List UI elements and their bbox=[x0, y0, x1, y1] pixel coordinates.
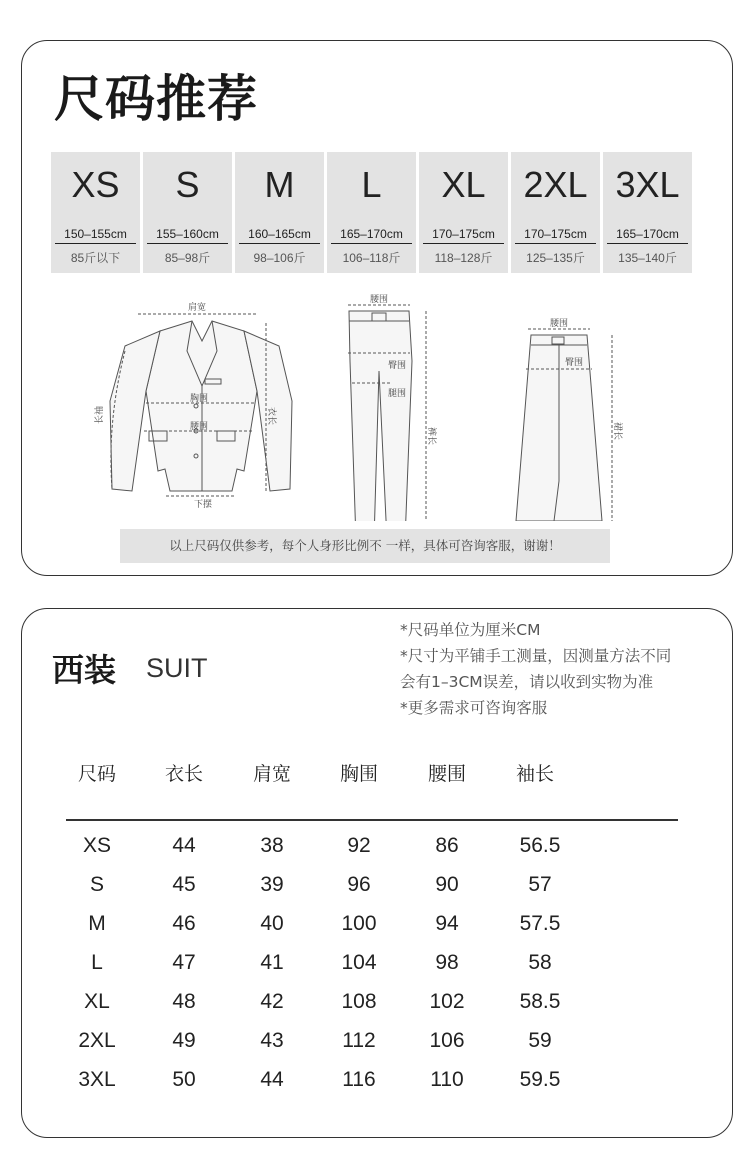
cell-shoulder: 41 bbox=[260, 951, 284, 974]
cell-waist: 86 bbox=[435, 834, 459, 857]
cell-sleeve: 58 bbox=[528, 951, 552, 974]
jacket-chest-label: 胸围 bbox=[190, 394, 209, 404]
size-label: 2XL bbox=[523, 164, 588, 205]
cell-size: M bbox=[88, 912, 106, 935]
size-label: 3XL bbox=[615, 164, 680, 205]
table-row bbox=[22, 951, 734, 989]
size-height: 170–175cm bbox=[423, 227, 504, 244]
jacket-shoulder-label: 肩宽 bbox=[188, 303, 207, 313]
cell-shoulder: 44 bbox=[260, 1068, 284, 1091]
jacket-waist-label: 腰围 bbox=[190, 422, 209, 432]
header-sleeve: 袖长 bbox=[515, 763, 554, 785]
cell-waist: 90 bbox=[435, 873, 459, 896]
cell-length: 49 bbox=[172, 1029, 196, 1052]
size-chips bbox=[51, 152, 692, 273]
cell-chest: 104 bbox=[341, 951, 377, 974]
suit-title: 西装 bbox=[52, 651, 117, 689]
cell-length: 44 bbox=[172, 834, 196, 857]
table-row bbox=[22, 1029, 734, 1067]
skirt-waist-label: 腰围 bbox=[550, 319, 569, 329]
size-height: 155–160cm bbox=[147, 227, 228, 244]
skirt-hip-label: 臀围 bbox=[565, 358, 584, 368]
jacket-sleeve-label: 长袖 bbox=[95, 405, 105, 424]
table-row bbox=[22, 1068, 734, 1106]
cell-chest: 100 bbox=[341, 912, 377, 935]
cell-chest: 96 bbox=[347, 873, 371, 896]
jacket-hem-label: 下摆 bbox=[194, 500, 213, 510]
suit-size-card bbox=[21, 608, 733, 1138]
cell-chest: 112 bbox=[342, 1029, 376, 1052]
size-chip-xl bbox=[419, 152, 508, 273]
size-label: XL bbox=[441, 164, 486, 205]
size-chip-l bbox=[327, 152, 416, 273]
size-weight: 98–106斤 bbox=[253, 251, 306, 265]
size-weight: 135–140斤 bbox=[618, 251, 677, 265]
cell-shoulder: 39 bbox=[260, 873, 284, 896]
cell-length: 47 bbox=[172, 951, 196, 974]
table-divider bbox=[66, 819, 678, 821]
size-disclaimer-note: 以上尺码仅供参考，每个人身形比例不 一样，具体可咨询客服，谢谢！ bbox=[120, 529, 610, 563]
pants-waist-label: 腰围 bbox=[370, 295, 389, 305]
cell-size: L bbox=[91, 951, 103, 974]
size-weight: 85斤以下 bbox=[70, 251, 121, 265]
cell-waist: 102 bbox=[429, 990, 465, 1013]
pants-length-label: 裤长 bbox=[426, 427, 436, 446]
cell-waist: 94 bbox=[435, 912, 459, 935]
note-line: *更多需求可咨询客服 bbox=[400, 699, 548, 717]
cell-waist: 98 bbox=[435, 951, 459, 974]
cell-shoulder: 42 bbox=[260, 990, 284, 1013]
cell-length: 48 bbox=[172, 990, 196, 1013]
cell-size: 2XL bbox=[78, 1029, 116, 1052]
size-label: XS bbox=[71, 164, 120, 205]
size-weight: 85–98斤 bbox=[164, 251, 211, 265]
table-row bbox=[22, 990, 734, 1028]
size-weight: 106–118斤 bbox=[342, 251, 401, 265]
cell-sleeve: 56.5 bbox=[519, 834, 561, 857]
cell-length: 46 bbox=[172, 912, 196, 935]
size-chip-3xl bbox=[603, 152, 692, 273]
table-row bbox=[22, 912, 734, 950]
size-label: S bbox=[175, 164, 200, 205]
cell-sleeve: 57.5 bbox=[519, 912, 561, 935]
measurement-notes bbox=[400, 617, 671, 721]
suit-subtitle: SUIT bbox=[146, 653, 208, 683]
cell-size: XS bbox=[82, 834, 111, 857]
table-header bbox=[22, 759, 734, 789]
size-height: 150–155cm bbox=[55, 227, 136, 244]
cell-shoulder: 43 bbox=[260, 1029, 284, 1052]
skirt-diagram bbox=[516, 329, 612, 521]
cell-waist: 106 bbox=[429, 1029, 465, 1052]
note-line: *尺寸为平铺手工测量，因测量方法不同 bbox=[400, 647, 672, 665]
pants-thigh-label: 腿围 bbox=[388, 389, 407, 399]
cell-size: XL bbox=[84, 990, 110, 1013]
table-row bbox=[22, 873, 734, 911]
header-size: 尺码 bbox=[77, 763, 116, 785]
cell-length: 50 bbox=[172, 1068, 196, 1091]
size-height: 165–170cm bbox=[607, 227, 688, 244]
cell-length: 45 bbox=[172, 873, 196, 896]
skirt-length-label: 裙长 bbox=[612, 422, 622, 441]
size-height: 170–175cm bbox=[515, 227, 596, 244]
note-line: *尺码单位为厘米CM bbox=[400, 621, 541, 639]
cell-size: 3XL bbox=[78, 1068, 116, 1091]
size-label: M bbox=[264, 164, 295, 205]
cell-waist: 110 bbox=[430, 1068, 464, 1091]
size-weight: 125–135斤 bbox=[526, 251, 585, 265]
cell-chest: 116 bbox=[342, 1068, 376, 1091]
cell-shoulder: 38 bbox=[260, 834, 284, 857]
cell-size: S bbox=[89, 873, 104, 896]
size-label: L bbox=[361, 164, 382, 205]
cell-shoulder: 40 bbox=[260, 912, 284, 935]
header-length: 衣长 bbox=[164, 763, 203, 785]
pants-diagram bbox=[348, 305, 426, 521]
size-height: 165–170cm bbox=[331, 227, 412, 244]
measurement-diagram-svg bbox=[22, 291, 734, 521]
size-chip-xs bbox=[51, 152, 140, 273]
size-recommendation-card bbox=[21, 40, 733, 576]
size-chip-s bbox=[143, 152, 232, 273]
header-shoulder: 肩宽 bbox=[252, 763, 291, 785]
size-weight: 118–128斤 bbox=[434, 251, 493, 265]
pants-hip-label: 臀围 bbox=[388, 361, 407, 371]
header-chest: 胸围 bbox=[339, 763, 378, 785]
cell-sleeve: 57 bbox=[528, 873, 552, 896]
size-recommendation-title: 尺码推荐 bbox=[54, 70, 258, 128]
note-line: 会有1–3CM误差，请以收到实物为准 bbox=[400, 673, 654, 691]
table-row bbox=[22, 834, 734, 872]
jacket-length-label: 衣长 bbox=[266, 407, 276, 426]
cell-sleeve: 59 bbox=[528, 1029, 552, 1052]
size-height: 160–165cm bbox=[239, 227, 320, 244]
cell-chest: 92 bbox=[347, 834, 371, 857]
jacket-diagram bbox=[110, 314, 292, 496]
cell-sleeve: 58.5 bbox=[519, 990, 561, 1013]
size-chip-2xl bbox=[511, 152, 600, 273]
header-waist: 腰围 bbox=[427, 763, 466, 785]
size-chip-m bbox=[235, 152, 324, 273]
cell-chest: 108 bbox=[341, 990, 377, 1013]
cell-sleeve: 59.5 bbox=[519, 1068, 561, 1091]
measurement-diagrams bbox=[22, 291, 734, 521]
